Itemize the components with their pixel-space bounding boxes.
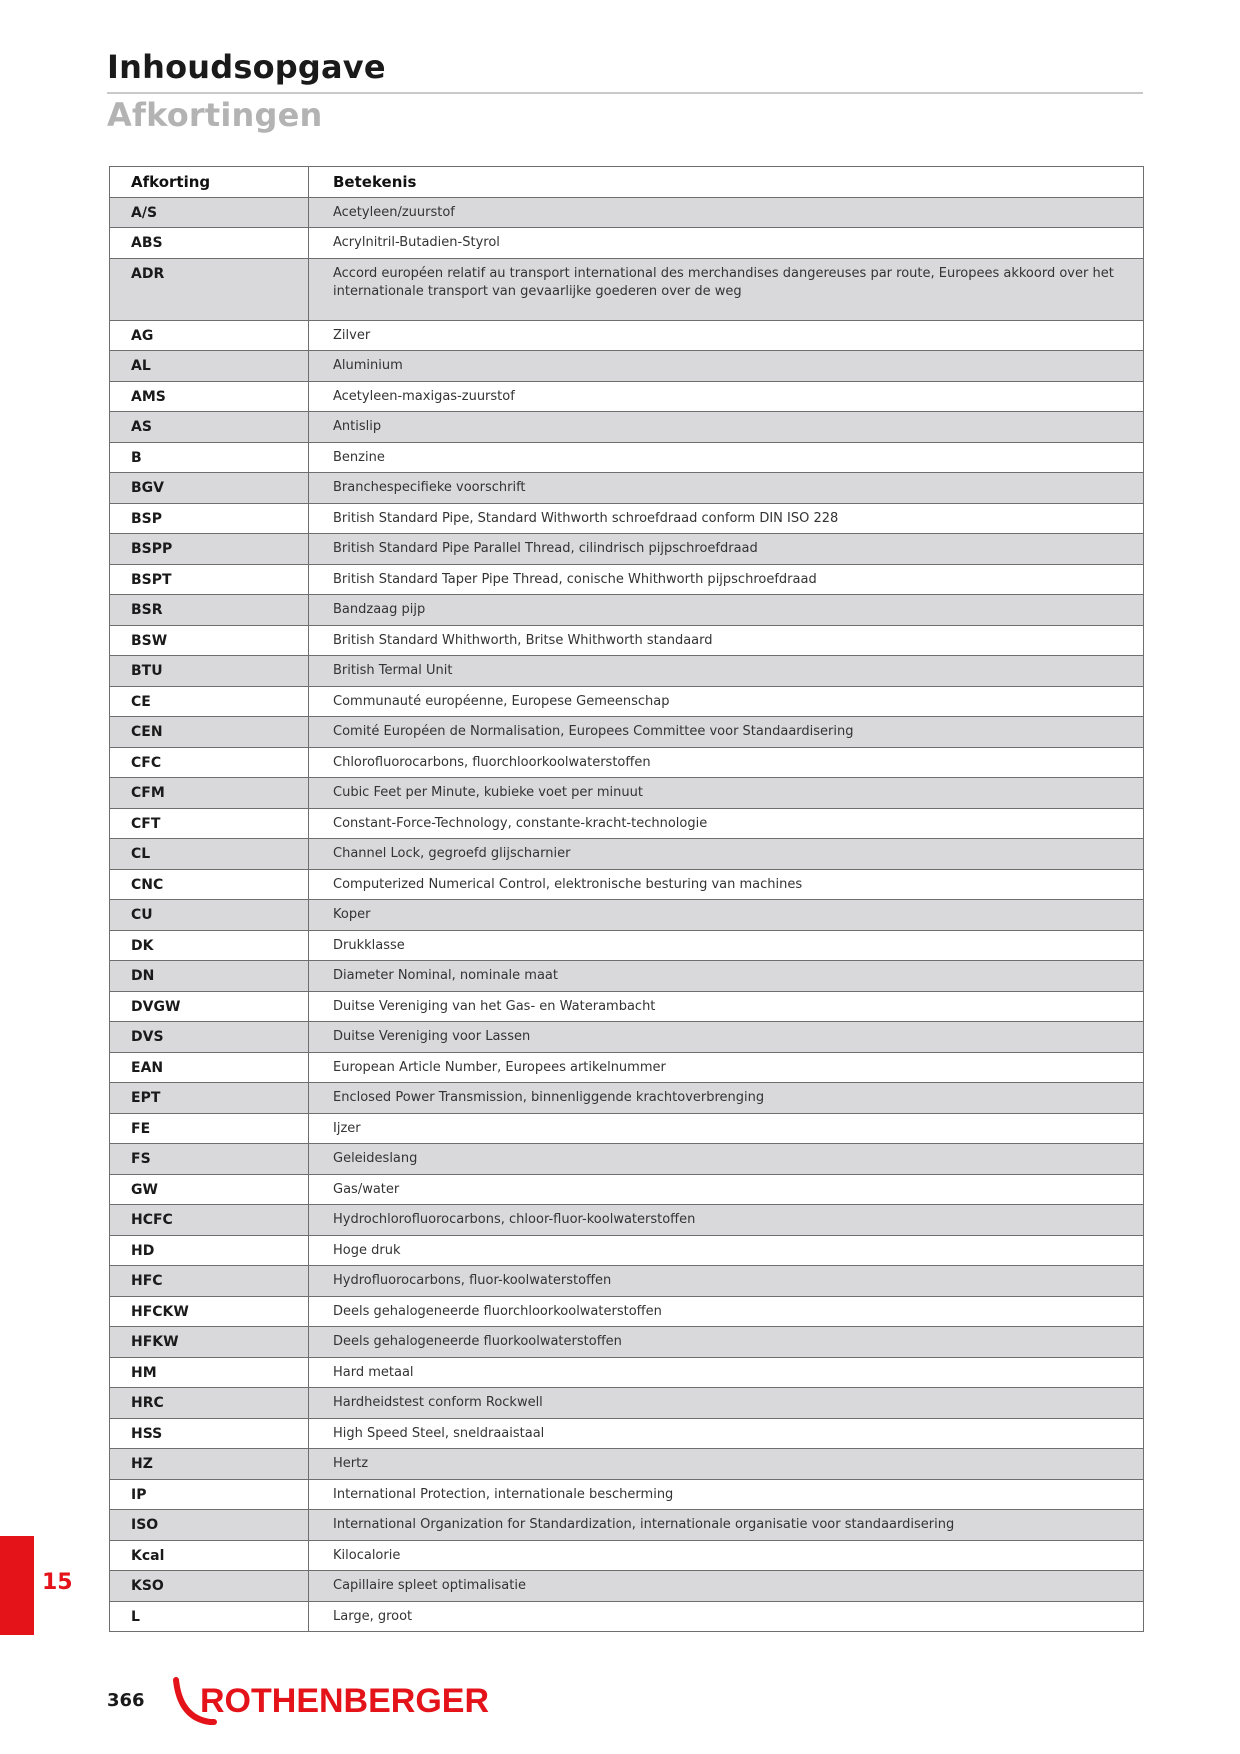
abbreviation-cell: CFC bbox=[110, 747, 309, 778]
title-divider bbox=[107, 92, 1143, 94]
abbreviation-cell: BSP bbox=[110, 503, 309, 534]
meaning-cell: Duitse Vereniging van het Gas- en Waterambacht bbox=[309, 991, 1144, 1022]
abbreviation-cell: HFKW bbox=[110, 1327, 309, 1358]
table-row bbox=[110, 1144, 1144, 1175]
table-row bbox=[110, 1083, 1144, 1114]
meaning-cell: Hertz bbox=[309, 1449, 1144, 1480]
table-header-row bbox=[110, 167, 1144, 198]
table-row bbox=[110, 1571, 1144, 1602]
abbreviation-cell: HD bbox=[110, 1235, 309, 1266]
abbreviation-cell: ADR bbox=[110, 258, 309, 320]
table-row bbox=[110, 320, 1144, 351]
chapter-number: 15 bbox=[42, 1570, 73, 1595]
meaning-cell: Enclosed Power Transmission, binnenliggende krachtoverbrenging bbox=[309, 1083, 1144, 1114]
meaning-cell: Koper bbox=[309, 900, 1144, 931]
meaning-cell: Computerized Numerical Control, elektronische besturing van machines bbox=[309, 869, 1144, 900]
meaning-cell: Benzine bbox=[309, 442, 1144, 473]
meaning-cell: Large, groot bbox=[309, 1601, 1144, 1632]
meaning-cell: British Standard Taper Pipe Thread, conische Whithworth pijpschroefdraad bbox=[309, 564, 1144, 595]
abbreviation-cell: BTU bbox=[110, 656, 309, 687]
table-row bbox=[110, 1205, 1144, 1236]
abbreviation-cell: AMS bbox=[110, 381, 309, 412]
meaning-cell: British Standard Pipe, Standard Withworth schroefdraad conform DIN ISO 228 bbox=[309, 503, 1144, 534]
table-row bbox=[110, 991, 1144, 1022]
table-row bbox=[110, 1174, 1144, 1205]
abbreviation-cell: AG bbox=[110, 320, 309, 351]
abbreviation-cell: BGV bbox=[110, 473, 309, 504]
table-row bbox=[110, 717, 1144, 748]
abbreviation-cell: CU bbox=[110, 900, 309, 931]
abbreviation-cell: IP bbox=[110, 1479, 309, 1510]
meaning-cell: Bandzaag pijp bbox=[309, 595, 1144, 626]
abbreviations-table bbox=[109, 166, 1144, 1632]
abbreviation-cell: ABS bbox=[110, 228, 309, 259]
table-row bbox=[110, 1327, 1144, 1358]
abbreviation-cell: B bbox=[110, 442, 309, 473]
abbreviation-cell: DVS bbox=[110, 1022, 309, 1053]
meaning-cell: European Article Number, Europees artikelnummer bbox=[309, 1052, 1144, 1083]
meaning-cell: Gas/water bbox=[309, 1174, 1144, 1205]
abbreviation-cell: Kcal bbox=[110, 1540, 309, 1571]
abbreviation-cell: AL bbox=[110, 351, 309, 382]
abbreviation-cell: DVGW bbox=[110, 991, 309, 1022]
meaning-cell: Branchespecifieke voorschrift bbox=[309, 473, 1144, 504]
table-row bbox=[110, 564, 1144, 595]
table-row bbox=[110, 900, 1144, 931]
table-row bbox=[110, 1388, 1144, 1419]
page-subtitle: Afkortingen bbox=[107, 96, 323, 134]
table-row bbox=[110, 412, 1144, 443]
table-row bbox=[110, 1510, 1144, 1541]
table-row bbox=[110, 1357, 1144, 1388]
logo-text: ROTHENBERGER bbox=[200, 1682, 490, 1720]
meaning-cell: British Standard Pipe Parallel Thread, cilindrisch pijpschroefdraad bbox=[309, 534, 1144, 565]
table-row bbox=[110, 747, 1144, 778]
abbreviation-cell: CE bbox=[110, 686, 309, 717]
abbreviation-cell: HRC bbox=[110, 1388, 309, 1419]
chapter-tab bbox=[0, 1536, 34, 1635]
table-row bbox=[110, 381, 1144, 412]
meaning-cell: Deels gehalogeneerde fluorkoolwaterstoffen bbox=[309, 1327, 1144, 1358]
table-row bbox=[110, 442, 1144, 473]
table-row bbox=[110, 778, 1144, 809]
meaning-cell: Acetyleen/zuurstof bbox=[309, 197, 1144, 228]
abbreviation-cell: CNC bbox=[110, 869, 309, 900]
abbreviation-cell: HM bbox=[110, 1357, 309, 1388]
abbreviation-cell: KSO bbox=[110, 1571, 309, 1602]
table-row bbox=[110, 228, 1144, 259]
meaning-cell: Kilocalorie bbox=[309, 1540, 1144, 1571]
meaning-cell: Duitse Vereniging voor Lassen bbox=[309, 1022, 1144, 1053]
abbreviation-cell: CEN bbox=[110, 717, 309, 748]
meaning-cell: Accord européen relatif au transport international des merchandises dangereuses par route, Europees akkoord over het internationale transport van gevaarlijke goederen over de weg bbox=[309, 258, 1144, 320]
table-row bbox=[110, 808, 1144, 839]
table-row bbox=[110, 1296, 1144, 1327]
abbreviation-cell: HSS bbox=[110, 1418, 309, 1449]
table-row bbox=[110, 197, 1144, 228]
column-header-abbreviation: Afkorting bbox=[110, 167, 309, 198]
meaning-cell: Deels gehalogeneerde fluorchloorkoolwaterstoffen bbox=[309, 1296, 1144, 1327]
table-row bbox=[110, 686, 1144, 717]
rothenberger-logo bbox=[170, 1672, 542, 1730]
abbreviation-cell: DN bbox=[110, 961, 309, 992]
meaning-cell: British Standard Whithworth, Britse Whithworth standaard bbox=[309, 625, 1144, 656]
meaning-cell: High Speed Steel, sneldraaistaal bbox=[309, 1418, 1144, 1449]
table-row bbox=[110, 1601, 1144, 1632]
table-row bbox=[110, 1113, 1144, 1144]
meaning-cell: Capillaire spleet optimalisatie bbox=[309, 1571, 1144, 1602]
abbreviation-cell: HFCKW bbox=[110, 1296, 309, 1327]
meaning-cell: International Organization for Standardization, internationale organisatie voor standaardisering bbox=[309, 1510, 1144, 1541]
table-row bbox=[110, 1449, 1144, 1480]
meaning-cell: Drukklasse bbox=[309, 930, 1144, 961]
table-row bbox=[110, 656, 1144, 687]
table-row bbox=[110, 1479, 1144, 1510]
abbreviation-cell: A/S bbox=[110, 197, 309, 228]
meaning-cell: Channel Lock, gegroefd glijscharnier bbox=[309, 839, 1144, 870]
abbreviation-cell: GW bbox=[110, 1174, 309, 1205]
meaning-cell: Constant-Force-Technology, constante-kracht-technologie bbox=[309, 808, 1144, 839]
table-row bbox=[110, 258, 1144, 320]
meaning-cell: Hydrochlorofluorocarbons, chloor-fluor-koolwaterstoffen bbox=[309, 1205, 1144, 1236]
table-row bbox=[110, 473, 1144, 504]
meaning-cell: Geleideslang bbox=[309, 1144, 1144, 1175]
meaning-cell: Cubic Feet per Minute, kubieke voet per minuut bbox=[309, 778, 1144, 809]
meaning-cell: British Termal Unit bbox=[309, 656, 1144, 687]
table-row bbox=[110, 1022, 1144, 1053]
column-header-meaning: Betekenis bbox=[309, 167, 1144, 198]
table-row bbox=[110, 595, 1144, 626]
abbreviation-cell: CFT bbox=[110, 808, 309, 839]
abbreviation-cell: EPT bbox=[110, 1083, 309, 1114]
abbreviation-cell: FE bbox=[110, 1113, 309, 1144]
abbreviation-cell: DK bbox=[110, 930, 309, 961]
meaning-cell: Hydrofluorocarbons, fluor-koolwaterstoffen bbox=[309, 1266, 1144, 1297]
page-title: Inhoudsopgave bbox=[107, 48, 386, 86]
meaning-cell: Aluminium bbox=[309, 351, 1144, 382]
table-row bbox=[110, 961, 1144, 992]
table-row bbox=[110, 1052, 1144, 1083]
table-row bbox=[110, 625, 1144, 656]
table-row bbox=[110, 503, 1144, 534]
meaning-cell: Chlorofluorocarbons, fluorchloorkoolwaterstoffen bbox=[309, 747, 1144, 778]
meaning-cell: Zilver bbox=[309, 320, 1144, 351]
page-number: 366 bbox=[107, 1690, 145, 1711]
meaning-cell: Hoge druk bbox=[309, 1235, 1144, 1266]
table-row bbox=[110, 930, 1144, 961]
meaning-cell: Hardheidstest conform Rockwell bbox=[309, 1388, 1144, 1419]
meaning-cell: International Protection, internationale bescherming bbox=[309, 1479, 1144, 1510]
abbreviation-cell: BSPT bbox=[110, 564, 309, 595]
table-row bbox=[110, 1266, 1144, 1297]
abbreviation-cell: BSW bbox=[110, 625, 309, 656]
abbreviation-cell: HFC bbox=[110, 1266, 309, 1297]
meaning-cell: Antislip bbox=[309, 412, 1144, 443]
abbreviation-cell: AS bbox=[110, 412, 309, 443]
abbreviation-cell: CL bbox=[110, 839, 309, 870]
meaning-cell: Communauté européenne, Europese Gemeenschap bbox=[309, 686, 1144, 717]
abbreviation-cell: HCFC bbox=[110, 1205, 309, 1236]
meaning-cell: Comité Européen de Normalisation, Europees Committee voor Standaardisering bbox=[309, 717, 1144, 748]
abbreviation-cell: BSR bbox=[110, 595, 309, 626]
table-row bbox=[110, 869, 1144, 900]
abbreviation-cell: FS bbox=[110, 1144, 309, 1175]
table-row bbox=[110, 1540, 1144, 1571]
meaning-cell: Acrylnitril-Butadien-Styrol bbox=[309, 228, 1144, 259]
table-row bbox=[110, 1418, 1144, 1449]
table-row bbox=[110, 534, 1144, 565]
abbreviation-cell: HZ bbox=[110, 1449, 309, 1480]
meaning-cell: Hard metaal bbox=[309, 1357, 1144, 1388]
table-row bbox=[110, 351, 1144, 382]
meaning-cell: Ijzer bbox=[309, 1113, 1144, 1144]
abbreviation-cell: ISO bbox=[110, 1510, 309, 1541]
abbreviation-cell: L bbox=[110, 1601, 309, 1632]
abbreviation-cell: BSPP bbox=[110, 534, 309, 565]
meaning-cell: Acetyleen-maxigas-zuurstof bbox=[309, 381, 1144, 412]
table-row bbox=[110, 839, 1144, 870]
meaning-cell: Diameter Nominal, nominale maat bbox=[309, 961, 1144, 992]
table-row bbox=[110, 1235, 1144, 1266]
abbreviation-cell: EAN bbox=[110, 1052, 309, 1083]
abbreviation-cell: CFM bbox=[110, 778, 309, 809]
